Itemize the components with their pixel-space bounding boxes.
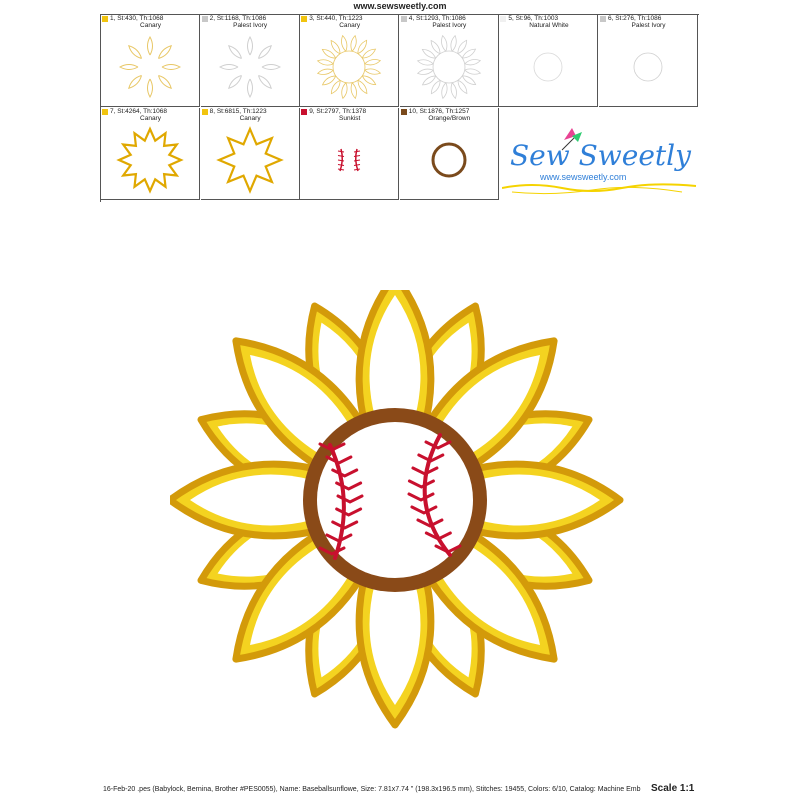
stitch-preview bbox=[599, 29, 698, 105]
site-url[interactable]: www.sewsweetly.com bbox=[353, 1, 447, 11]
thread-color-name: Canary bbox=[140, 115, 161, 122]
stitch-preview bbox=[101, 122, 200, 198]
color-chart-cell bbox=[300, 15, 399, 107]
thread-color-name: Canary bbox=[239, 115, 261, 122]
stitch-preview bbox=[300, 29, 399, 105]
thread-color-name: Palest Ivory bbox=[432, 22, 467, 29]
stitch-preview bbox=[201, 29, 300, 105]
color-chart-cell bbox=[400, 15, 499, 107]
stitch-preview bbox=[400, 122, 499, 198]
thread-stitch-info: 2, St:1168, Th:1086 bbox=[209, 15, 267, 22]
thread-stitch-info: 3, St:440, Th:1223 bbox=[309, 15, 363, 22]
baseball-sunflower-design bbox=[170, 290, 640, 760]
color-chart-cell bbox=[101, 15, 200, 107]
thread-stitch-info: 6, St:276, Th:1086 bbox=[608, 15, 662, 22]
thread-color-name: Canary bbox=[140, 22, 161, 29]
thread-stitch-info: 9, St:2797, Th:1378 bbox=[309, 108, 367, 115]
thread-color-name: Sunkist bbox=[339, 115, 361, 122]
thread-color-name: Orange/Brown bbox=[428, 115, 471, 122]
thread-stitch-info: 8, St:6815, Th:1223 bbox=[209, 108, 267, 115]
thread-stitch-info: 4, St:1293, Th:1086 bbox=[408, 15, 466, 22]
color-chart-cell bbox=[101, 108, 200, 200]
color-chart-cell bbox=[400, 108, 499, 200]
color-chart-cell bbox=[499, 15, 598, 107]
thread-stitch-info: 1, St:430, Th:1068 bbox=[110, 15, 164, 22]
color-chart-cell bbox=[599, 15, 698, 107]
stitch-preview bbox=[101, 29, 200, 105]
thread-stitch-info: 5, St:96, Th:1003 bbox=[508, 15, 559, 22]
stitch-preview bbox=[300, 122, 399, 198]
color-chart-cell bbox=[201, 108, 300, 200]
stitch-preview bbox=[499, 29, 598, 105]
scale-label: Scale 1:1 bbox=[651, 783, 695, 794]
sew-sweetly-logo bbox=[502, 110, 698, 200]
logo-text: Sew Sweetly bbox=[510, 139, 691, 172]
thread-color-name: Natural White bbox=[529, 22, 569, 29]
file-info-footer: 16-Feb-20 .pes (Babylock, Bernina, Brother #PES0055), Name: Baseballsunflowe, Size: 7.81x7.74 " (198.3x196.5 mm), Stitches: 19455, Colors: 6/10, Catalog: Machine Emb bbox=[103, 786, 641, 793]
stitch-preview bbox=[201, 122, 300, 198]
thread-color-name: Palest Ivory bbox=[631, 22, 666, 29]
thread-color-name: Palest Ivory bbox=[233, 22, 268, 29]
thread-color-name: Canary bbox=[339, 22, 361, 29]
logo-url: www.sewsweetly.com bbox=[540, 172, 627, 182]
thread-stitch-info: 7, St:4264, Th:1068 bbox=[110, 108, 167, 115]
thread-stitch-info: 10, St:1876, Th:1257 bbox=[408, 108, 470, 115]
stitch-preview bbox=[400, 29, 499, 105]
color-chart-cell bbox=[300, 108, 399, 200]
color-chart-cell bbox=[201, 15, 300, 107]
